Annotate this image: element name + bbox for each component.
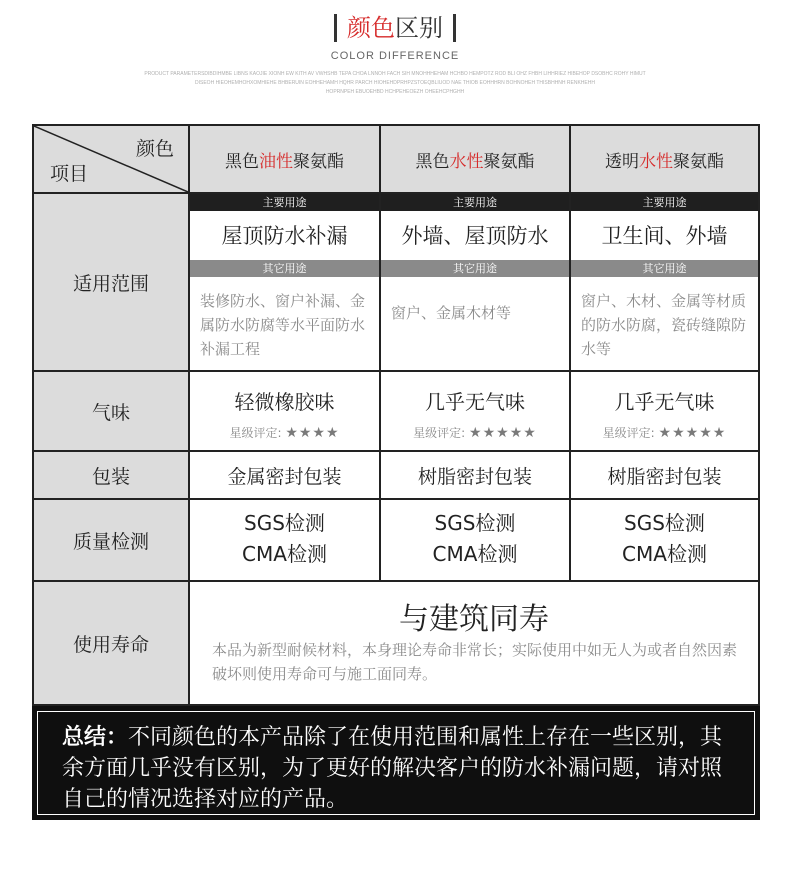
column-header-1-type: 油性 — [259, 151, 293, 172]
smell-text: 轻微橡胶味 — [234, 390, 335, 414]
page-subtitle: COLOR DIFFERENCE — [330, 50, 460, 62]
star-rating — [571, 424, 758, 441]
column-header-1-material: 聚氨酯 — [293, 151, 344, 172]
summary-box — [32, 706, 760, 820]
other-use-bar: 其它用途 — [571, 260, 758, 277]
column-header-1 — [190, 126, 381, 194]
column-header-2-material: 聚氨酯 — [483, 151, 535, 172]
life-description: 本品为新型耐候材料，本身理论寿命非常长；实际使用中如无人为或者自然因素破坏则使用寿命可与施工面同寿。 — [212, 641, 738, 683]
quality-line-1: SGS检测 — [624, 511, 705, 535]
smell-text: 几乎无气味 — [614, 390, 715, 414]
summary-body: 不同颜色的本产品除了在使用范围和属性上存在一些区别，其余方面几乎没有区别，为了更好的解决客户的防水补漏问题，请对照自己的情况选择对应的产品。 — [62, 725, 723, 812]
star-icons: ★★★★ — [285, 425, 340, 441]
life-headline: 与建筑同寿 — [399, 602, 549, 637]
other-use-text: 窗户、金属木材等 — [391, 304, 512, 322]
title-wrap — [0, 14, 790, 42]
main-use-text: 外墙、屋顶防水 — [401, 224, 549, 248]
table-corner-cell — [34, 126, 190, 194]
row-label-life: 使用寿命 — [34, 582, 190, 704]
fine-print-2: DISEOH HIEOHEMHOHXOMHIEHE BHBERUIN EOHHEHAMH HQHR PARCH HIOHEHDPRHPZSTOEQBLIUOD NAE THIOB EOHHHRN BOHNOHEH THISBHHNH RENKHEHH — [195, 80, 595, 86]
quality-line-2: CMA检测 — [622, 542, 707, 566]
quality-line-2: CMA检测 — [242, 542, 327, 566]
summary-text — [62, 722, 738, 815]
package-cell-1: 金属密封包装 — [190, 452, 381, 500]
main-use-bar: 主要用途 — [190, 194, 379, 211]
page-header — [0, 0, 790, 110]
other-use-bar: 其它用途 — [381, 260, 569, 277]
corner-label-item: 项目 — [50, 163, 89, 185]
quality-line-1: SGS检测 — [434, 511, 516, 535]
quality-line-2: CMA检测 — [432, 542, 518, 566]
package-cell-2: 树脂密封包装 — [381, 452, 571, 500]
star-icons: ★★★★★ — [658, 425, 727, 441]
row-label-package: 包装 — [34, 452, 190, 500]
rating-label: 星级评定: — [602, 426, 655, 440]
fine-print-3: HOPRNPEH EBUOEHBD HCHPEHEOEZH OHEEHCPHGHH — [325, 89, 465, 95]
star-icons: ★★★★★ — [469, 425, 537, 441]
smell-text: 几乎无气味 — [425, 390, 525, 414]
summary-label: 总结： — [62, 725, 129, 750]
page-title — [334, 14, 456, 42]
other-use-text: 装修防水、窗户补漏、金属防水防腐等水平面防水补漏工程 — [200, 292, 366, 358]
star-rating — [190, 424, 379, 441]
scope-cell-3 — [571, 194, 758, 372]
quality-cell-2 — [381, 500, 571, 582]
fine-print-1: PRODUCT PARAMETERSDIBDIHMBE LIBNS KAOJIE XIONH EW KITH AV VWHSHB TEPA CHOA LNNOH FACH SIH MNOHHHEHAM HCHBO HEMPOTZ ROD BLI OHZ FHBH LIHHRIEZ HIBEHOP DSOBHC ROHY HIMUT — [144, 71, 646, 77]
row-label-smell: 气味 — [34, 372, 190, 452]
rating-label: 星级评定: — [413, 426, 466, 440]
smell-cell-1 — [190, 372, 381, 452]
row-label-quality: 质量检测 — [34, 500, 190, 582]
summary-inner-border — [37, 711, 755, 815]
main-use-text: 屋顶防水补漏 — [221, 224, 348, 248]
column-header-3-type: 水性 — [639, 151, 673, 172]
column-header-2 — [381, 126, 571, 194]
other-use-text: 窗户、木材、金属等材质的防水防腐，瓷砖缝隙防水等 — [581, 292, 747, 358]
main-use-text: 卫生间、外墙 — [601, 224, 728, 248]
life-cell — [190, 582, 758, 704]
column-header-1-color: 黑色 — [225, 151, 259, 172]
other-use-bar: 其它用途 — [190, 260, 379, 277]
star-rating — [381, 424, 569, 441]
column-header-3 — [571, 126, 758, 194]
scope-cell-2 — [381, 194, 571, 372]
rating-label: 星级评定: — [229, 426, 282, 440]
main-use-bar: 主要用途 — [381, 194, 569, 211]
row-label-scope: 适用范围 — [34, 194, 190, 372]
column-header-3-color: 透明 — [605, 151, 639, 172]
title-suffix: 区别 — [395, 14, 443, 42]
title-prefix: 颜色 — [347, 14, 395, 42]
smell-cell-2 — [381, 372, 571, 452]
scope-cell-1 — [190, 194, 381, 372]
package-cell-3: 树脂密封包装 — [571, 452, 758, 500]
smell-cell-3 — [571, 372, 758, 452]
comparison-table — [32, 124, 760, 706]
main-use-bar: 主要用途 — [571, 194, 758, 211]
column-header-2-type: 水性 — [449, 151, 484, 172]
quality-cell-3 — [571, 500, 758, 582]
column-header-2-color: 黑色 — [415, 151, 450, 172]
corner-label-color: 颜色 — [135, 138, 174, 160]
quality-line-1: SGS检测 — [244, 511, 325, 535]
column-header-3-material: 聚氨酯 — [673, 151, 724, 172]
quality-cell-1 — [190, 500, 381, 582]
